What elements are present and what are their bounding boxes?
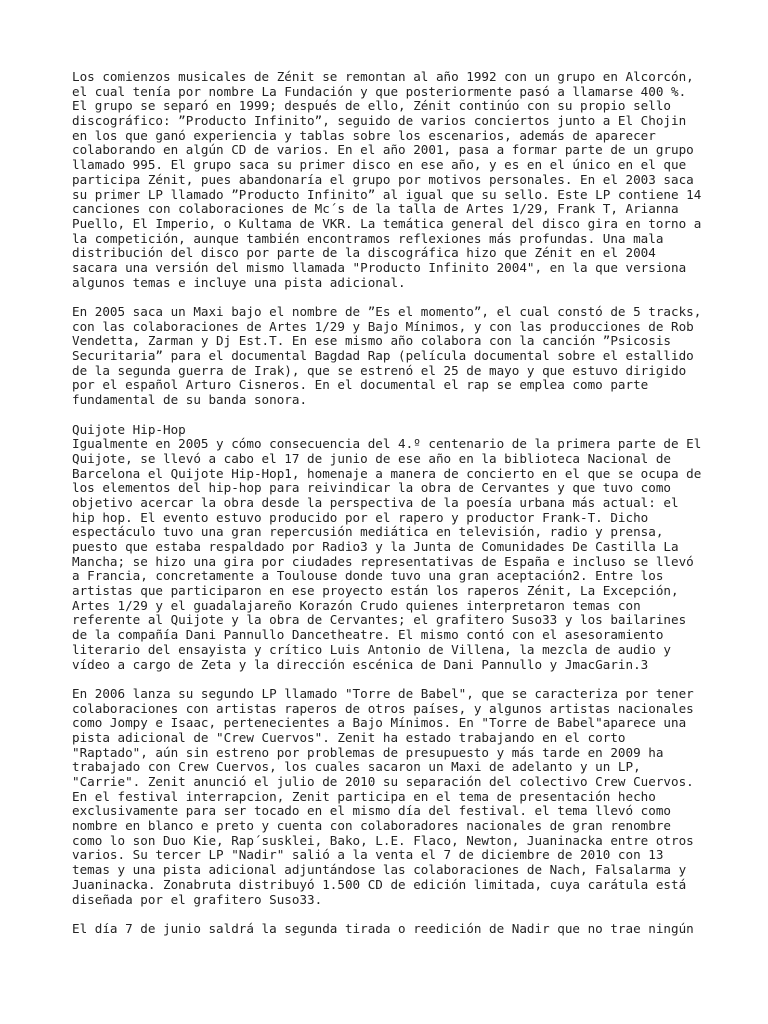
text-line: Quijote, se llevó a cabo el 17 de junio de ese año en la biblioteca Nacional de bbox=[72, 450, 671, 466]
text-line: objetivo acercar la obra desde la perspectiva de la poesía urbana más actual: el bbox=[72, 494, 679, 510]
text-line: los elementos del hip-hop para reivindicar la obra de Cervantes y que tuvo como bbox=[72, 480, 671, 496]
text-line: "Raptado", aún sin estreno por problemas de presupuesto y más tarde en 2009 ha bbox=[72, 744, 664, 760]
text-line: en los que ganó experiencia y tablas sobre los escenarios, además de aparecer bbox=[72, 127, 656, 143]
text-line: Securitaria” para el documental Bagdad Rap (película documental sobre el estallido bbox=[72, 348, 694, 364]
text-line: distribución del disco por parte de la discográfica hizo que Zénit en el 2004 bbox=[72, 245, 656, 261]
text-line: nombre en blanco e preto y cuenta con colaboradores nacionales de gran renombre bbox=[72, 818, 671, 834]
text-line: discográfico: ”Producto Infinito”, seguido de varios conciertos junto a El Chojin bbox=[72, 113, 687, 129]
text-line: Los comienzos musicales de Zénit se remontan al año 1992 con un grupo en Alcorcón, bbox=[72, 69, 694, 84]
text-line: Vendetta, Zarman y Dj Est.T. En ese mismo año colabora con la canción ”Psicosis bbox=[72, 333, 671, 349]
text-line: sacara una versión del mismo llamada "Producto Infinito 2004", en la que versiona bbox=[72, 259, 687, 275]
text-line: temas y una pista adicional adjuntándose las colaboraciones de Nach, Falsalarma y bbox=[72, 862, 687, 878]
text-line: fundamental de su banda sonora. bbox=[72, 392, 308, 408]
text-line: referente al Quijote y la obra de Cervantes; el grafitero Suso33 y los bailarines bbox=[72, 612, 687, 628]
text-line: hip hop. El evento estuvo producido por el rapero y productor Frank-T. Dicho bbox=[72, 509, 649, 525]
text-line: En 2006 lanza su segundo LP llamado "Torre de Babel", que se caracteriza por tener bbox=[72, 685, 694, 701]
text-line: el cual tenía por nombre La Fundación y que posteriormente pasó a llamarse 400 %. bbox=[72, 83, 687, 99]
text-line: algunos temas e incluye una pista adicional. bbox=[72, 274, 406, 290]
text-line: "Carrie". Zenit anunció el julio de 2010 su separación del colectivo Crew Cuervos. bbox=[72, 774, 694, 789]
text-line: por el español Arturo Cisneros. En el documental el rap se emplea como parte bbox=[72, 377, 649, 393]
text-line: En el festival interrapcion, Zenit participa en el tema de presentación hecho bbox=[72, 788, 656, 804]
text-line: Igualmente en 2005 y cómo consecuencia del 4.º centenario de la primera parte de El bbox=[72, 436, 702, 452]
text-line: exclusivamente para ser tocado en el mismo día del festival. el tema llevó como bbox=[72, 803, 671, 819]
paragraph-5 bbox=[72, 922, 712, 937]
text-line: trabajado con Crew Cuervos, los cuales sacaron un Maxi de adelanto y un LP, bbox=[72, 759, 641, 775]
text-line: Artes 1/29 y el guadalajareño Korazón Crudo quienes interpretaron temas con bbox=[72, 597, 641, 613]
paragraph-3 bbox=[72, 423, 712, 673]
text-line: de la compañía Dani Pannullo Dancetheatre. El mismo contó con el asesoramiento bbox=[72, 627, 664, 643]
text-line: colaborando en algún CD de varios. En el año 2001, pasa a formar parte de un grupo bbox=[72, 142, 694, 158]
text-line: colaboraciones con artistas raperos de otros países, y algunos artistas nacionales bbox=[72, 700, 694, 716]
section-heading: Quijote Hip-Hop bbox=[72, 421, 186, 437]
text-line: con las colaboraciones de Artes 1/29 y Bajo Mínimos, y con las producciones de Rob bbox=[72, 318, 694, 334]
text-line: varios. Su tercer LP "Nadir" salió a la venta el 7 de diciembre de 2010 con 13 bbox=[72, 847, 664, 863]
text-line: El día 7 de junio saldrá la segunda tirada o reedición de Nadir que no trae ningún bbox=[72, 920, 694, 936]
text-line: canciones con colaboraciones de Mc´s de la talla de Artes 1/29, Frank T, Arianna bbox=[72, 201, 679, 217]
text-line: pista adicional de "Crew Cuervos". Zenit ha estado trabajando en el corto bbox=[72, 729, 626, 745]
paragraph-2 bbox=[72, 305, 712, 408]
text-line: su primer LP llamado ”Producto Infinito” al igual que su sello. Este LP contiene 14 bbox=[72, 186, 702, 202]
text-line: Mancha; se hizo una gira por ciudades representativas de España e incluso se llevó bbox=[72, 553, 694, 569]
text-line: El grupo se separó en 1999; después de ello, Zénit continúo con su propio sello bbox=[72, 98, 671, 114]
text-line: Barcelona el Quijote Hip-Hop1, homenaje a manera de concierto en el que se ocupa de bbox=[72, 465, 702, 481]
text-line: literario del ensayista y crítico Luis Antonio de Villena, la mezcla de audio y bbox=[72, 641, 671, 657]
text-line: la competición, aunque también encontramos reflexiones más profundas. Una mala bbox=[72, 230, 664, 246]
text-line: participa Zénit, pues abandonaría el grupo por motivos personales. En el 2003 saca bbox=[72, 171, 694, 187]
text-line: artistas que participaron en ese proyecto están los raperos Zénit, La Excepción, bbox=[72, 583, 679, 599]
text-line: como lo son Duo Kie, Rap´susklei, Bako, L.E. Flaco, Newton, Juaninacka entre otros bbox=[72, 832, 694, 848]
text-line: En 2005 saca un Maxi bajo el nombre de ”Es el momento”, el cual constó de 5 tracks, bbox=[72, 304, 702, 319]
text-line: Juaninacka. Zonabruta distribuyó 1.500 CD de edición limitada, cuya carátula está bbox=[72, 876, 687, 892]
text-line: espectáculo tuvo una gran repercusión mediática en televisión, radio y prensa, bbox=[72, 524, 664, 540]
text-line: llamado 995. El grupo saca su primer disco en ese año, y es en el único en el que bbox=[72, 157, 687, 173]
text-line: de la segunda guerra de Irak), que se estrenó el 25 de mayo y que estuvo dirigido bbox=[72, 362, 687, 378]
text-line: Puello, El Imperio, o Kultama de VKR. La temática general del disco gira en torno a bbox=[72, 215, 702, 231]
text-line: como Jompy e Isaac, pertenecientes a Bajo Mínimos. En "Torre de Babel"aparece una bbox=[72, 715, 687, 731]
text-line: diseñada por el grafitero Suso33. bbox=[72, 891, 323, 907]
document-page bbox=[72, 70, 712, 951]
text-line: a Francia, concretamente a Toulouse donde tuvo una gran aceptación2. Entre los bbox=[72, 568, 664, 584]
text-line: vídeo a cargo de Zeta y la dirección escénica de Dani Pannullo y JmacGarin.3 bbox=[72, 656, 649, 672]
paragraph-4 bbox=[72, 687, 712, 907]
paragraph-1 bbox=[72, 70, 712, 290]
text-line: puesto que estaba respaldado por Radio3 y la Junta de Comunidades De Castilla La bbox=[72, 539, 679, 554]
